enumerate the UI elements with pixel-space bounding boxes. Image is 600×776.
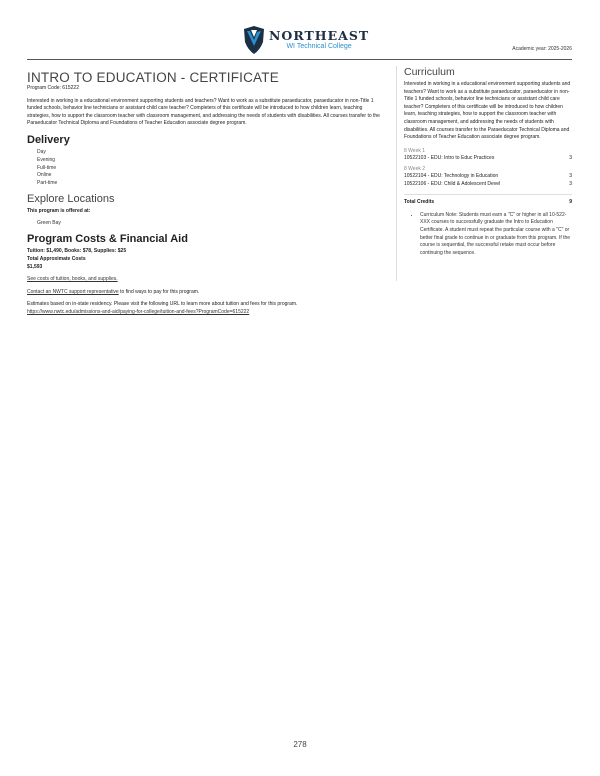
shield-logo-icon (242, 26, 266, 54)
locations-heading: Explore Locations (27, 192, 115, 205)
total-credits-row (404, 194, 572, 207)
course-credits: 3 (569, 173, 572, 180)
tuition-url-link[interactable]: https://www.nwtc.edu/admissions-and-aid/paying-for-college/tuition-and-fees?ProgramCode=615222 (27, 308, 250, 315)
locations-list (27, 220, 385, 228)
estimates-text: Estimates based on in-state residency. Please visit the following URL to learn more about tuition and fees for this program. (27, 301, 298, 308)
program-details (27, 70, 385, 317)
costs-heading: Program Costs & Financial Aid (27, 233, 188, 246)
location-item: Green Bay (37, 219, 61, 226)
contact-text: to find ways to pay for this program. (118, 288, 200, 295)
course-name: 10522106 - EDU: Child & Adolescent Devel (404, 180, 501, 187)
course-row (404, 181, 572, 189)
logo-subtitle: WI Technical College (286, 43, 352, 50)
delivery-item: Online (37, 172, 52, 179)
term-label: 8 Week 2 (404, 166, 426, 173)
curriculum-note: • Curriculum Note: Students must earn a "C" or higher in all 10-522-XXX courses to successfully graduate the Intro to Education Certificate. A student must repeat the particular course with a "C" or better final grade to continue in or graduate from this program. If the course is sequential, the successful retake must occur before continuing the sequence. (420, 212, 572, 258)
offered-at-label: This program is offered at: (27, 207, 91, 214)
delivery-item: Full-time (37, 164, 57, 171)
logo-name: NORTHEAST (269, 28, 370, 43)
course-credits: 3 (569, 154, 572, 161)
contact-support-link[interactable]: Contact an NWTC support representative (27, 288, 119, 295)
course-row (404, 173, 572, 181)
curriculum-heading: Curriculum (404, 66, 455, 78)
course-row (404, 155, 572, 163)
program-code: Program Code: 615222 (27, 85, 79, 91)
college-logo (242, 26, 369, 54)
header-divider (27, 59, 572, 60)
see-costs-link[interactable]: See costs of tuition, books, and supplies. (27, 276, 118, 283)
delivery-heading: Delivery (27, 133, 70, 146)
course-credits: 3 (569, 180, 572, 187)
page-title: INTRO TO EDUCATION - CERTIFICATE (27, 70, 279, 85)
total-costs-label: Total Approximate Costs (27, 255, 86, 262)
course-name: 10522103 - EDU: Intro to Educ Practices (404, 154, 495, 161)
delivery-item: Part-time (37, 180, 58, 187)
total-credits-label: Total Credits (404, 199, 435, 206)
cost-breakdown: Tuition: $1,490, Books: $78, Supplies: $25 (27, 248, 127, 255)
academic-year: Academic year: 2025-2026 (512, 46, 572, 52)
curriculum-panel (396, 66, 572, 281)
curriculum-description: Interested in working in a educational environment supporting students and teachers? Want to work as a substitute paraeducator, paraeducator in non-Title 1 funded schools, behavior line technicians or assistant child care teacher? Completers of this certificate will be introduced to how children learn, teaching strategies, how to support the classroom teacher with classroom management, and addressing the needs of students with disabilities. All courses transfer to the Paraeducator Technical Diploma and Foundations of Teacher Education associate degree program. (404, 81, 571, 141)
curriculum-note-list (404, 212, 572, 258)
program-description: Interested in working in a educational environment supporting students and teachers? Want to work as a substitute paraeducator, paraeducator in non-Title 1 funded schools, behavior line technicians or assistant child care teacher? Completers of this certificate will be introduced to how children learn, teaching strategies, how to support the classroom teacher with classroom management, and addressing the needs of students with disabilities. All courses transfer to the Paraeducator Technical Diploma and Foundations of Teacher Education associate degree program. (27, 97, 380, 127)
total-credits-value: 9 (569, 199, 572, 206)
total-costs-value: $1,593 (27, 263, 43, 270)
course-name: 10522104 - EDU: Technology in Education (404, 173, 499, 180)
delivery-list (27, 149, 385, 188)
page-number: 278 (293, 740, 307, 749)
delivery-item: Evening (37, 156, 56, 163)
delivery-item: Day (37, 148, 46, 155)
term-label: 8 Week 1 (404, 147, 426, 154)
